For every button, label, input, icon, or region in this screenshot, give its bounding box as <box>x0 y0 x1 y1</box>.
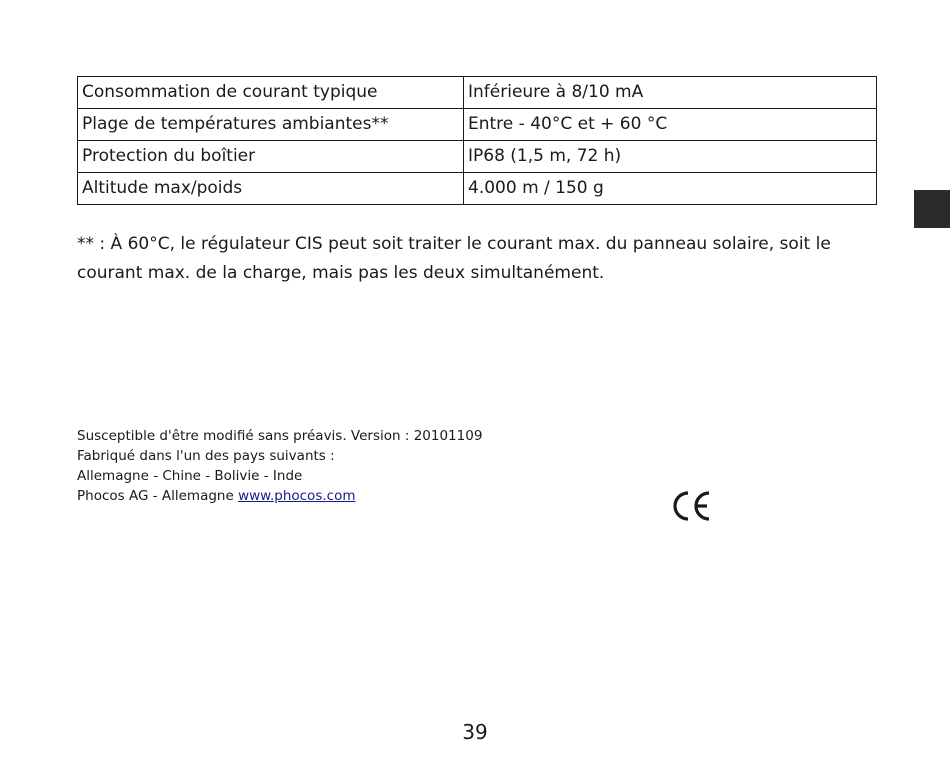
table-row <box>78 77 877 109</box>
ce-mark-icon <box>671 488 713 524</box>
page-number: 39 <box>462 720 488 744</box>
table-cell-label: Plage de températures ambiantes** <box>78 109 464 141</box>
spec-table <box>77 76 877 205</box>
manufacturing-note: Fabriqué dans l'un des pays suivants : <box>77 448 335 464</box>
version-note: Susceptible d'être modifié sans préavis. Version : 20101109 <box>77 428 483 444</box>
table-row <box>78 109 877 141</box>
table-cell-label: Altitude max/poids <box>78 173 464 205</box>
table-cell-value: Entre - 40°C et + 60 °C <box>464 109 877 141</box>
section-side-tab <box>914 190 950 228</box>
table-cell-value: Inférieure à 8/10 mA <box>464 77 877 109</box>
company-line <box>77 486 482 506</box>
company-name: Phocos AG - Allemagne <box>77 488 239 504</box>
table-row <box>78 141 877 173</box>
website-link[interactable]: www.phocos.com <box>238 488 356 504</box>
table-cell-value: IP68 (1,5 m, 72 h) <box>464 141 877 173</box>
footer-info <box>77 426 482 506</box>
manufacturing-countries: Allemagne - Chine - Bolivie - Inde <box>77 468 303 484</box>
footnote: ** : À 60°C, le régulateur CIS peut soit traiter le courant max. du panneau solaire, soit le courant max. de la charge, mais pas les deux simultanément. <box>77 234 831 283</box>
table-cell-value: 4.000 m / 150 g <box>464 173 877 205</box>
table-cell-label: Protection du boîtier <box>78 141 464 173</box>
table-cell-label: Consommation de courant typique <box>78 77 464 109</box>
table-row <box>78 173 877 205</box>
